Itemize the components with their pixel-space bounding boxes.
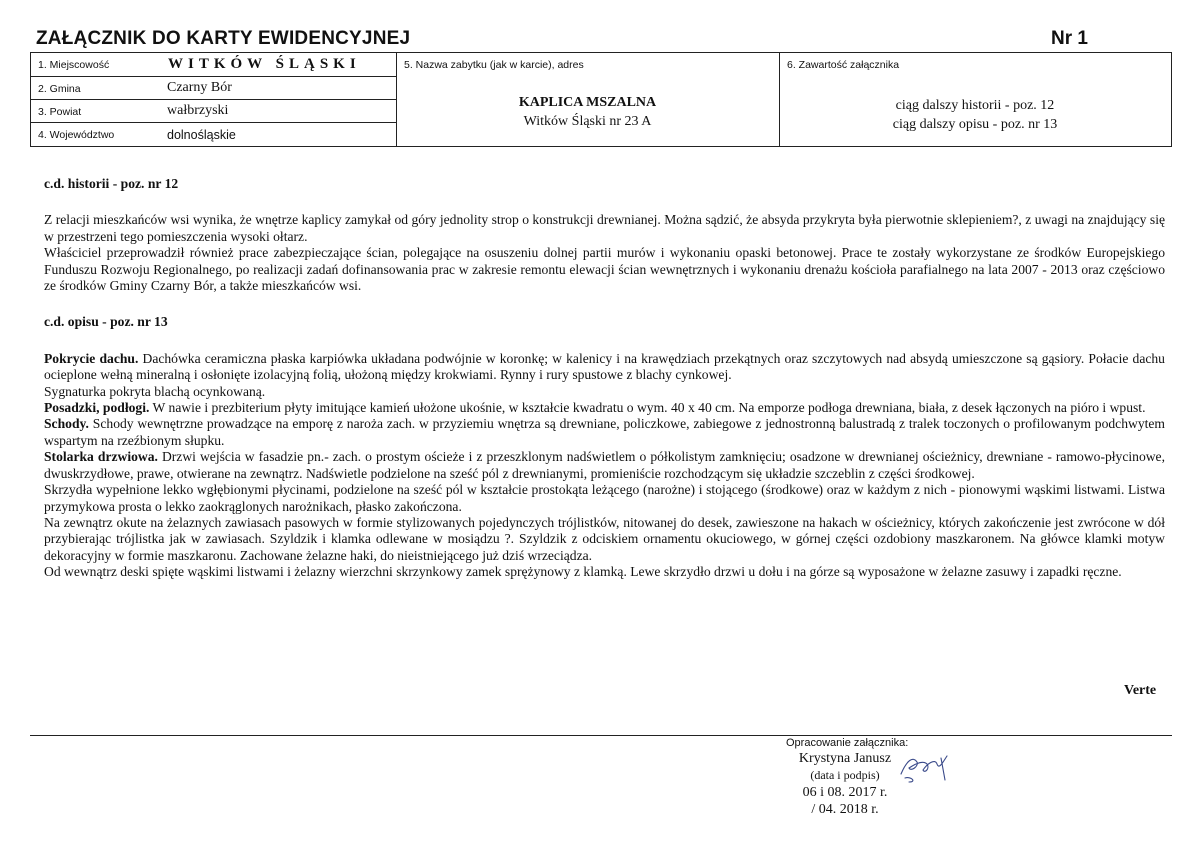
paragraph-wewnatrz: Od wewnątrz deski spięte wąskimi listwami i żelazny wierzchni skrzynkowy zamek sprężynowy z klamką. Lewe skrzydło drzwi u dołu i na górze są wyposażone w żelazne zasuwy i zapadki ręczne. bbox=[44, 564, 1122, 580]
wojewodztwo-value: dolnośląskie bbox=[167, 128, 236, 142]
verte-label: Verte bbox=[1124, 683, 1157, 698]
paragraph-schody bbox=[44, 416, 1165, 449]
nazwa-label: 5. Nazwa zabytku (jak w karcie), adres bbox=[404, 59, 584, 71]
zawartosc-block bbox=[779, 96, 1171, 134]
date-2: / 04. 2018 r. bbox=[811, 802, 879, 817]
schody-text: Schody wewnętrzne prowadzące na emporę z naroża zach. w przyziemiu wnętrza są drewniane, policzkowe, zabiegowe z jednostronną balustradą z tralek toczonych o profilowanym podchwytem wspartym na rzeźbionym słupku. bbox=[44, 416, 1165, 448]
zawartosc-label: 6. Zawartość załącznika bbox=[787, 59, 900, 71]
grid-row-line-2 bbox=[30, 99, 396, 100]
grid-row-line-3 bbox=[30, 122, 396, 123]
info-grid bbox=[30, 53, 1172, 147]
author-label: Opracowanie załącznika: bbox=[786, 737, 909, 749]
document-body bbox=[44, 176, 1165, 581]
powiat-label: 3. Powiat bbox=[38, 106, 82, 118]
signature-block bbox=[786, 750, 904, 818]
date-signature-note: (data i podpis) bbox=[810, 768, 880, 782]
paragraph-stolarka bbox=[44, 449, 1165, 482]
paragraph-sygnaturka: Sygnaturka pokryta blachą ocynkowaną. bbox=[44, 383, 266, 399]
pokrycie-dachu-lead: Pokrycie dachu. bbox=[44, 350, 139, 366]
paragraph-zewnatrz: Na zewnątrz okute na żelaznych zawiasach pasowych w formie stylizowanych pojedynczych trójlistków, nitowanej do desek, zawieszone na hakach w ościeżnicy, których zakończenie jest zwrócone w dół przybierając trójlistka jak w zawiasach. Szyldzik i klamka odlewane w mosiądzu ?. Szyldzik z odciskiem ornamentu okuciowego, w górnej części ozdobiony maszkaronem. Na główce klamki motyw dekoracyjny w formie maszkaronu. Zachowane żelazne haki, do nieistniejącego już dziś wrzeciądza. bbox=[44, 514, 1165, 563]
powiat-value: wałbrzyski bbox=[167, 103, 229, 118]
paragraph-pokrycie-dachu bbox=[44, 351, 1165, 384]
grid-row-line-1 bbox=[30, 76, 396, 77]
monument-name: KAPLICA MSZALNA bbox=[518, 95, 657, 110]
stolarka-lead: Stolarka drzwiowa. bbox=[44, 449, 158, 465]
document-header bbox=[36, 28, 1172, 52]
miejscowosc-label: 1. Miejscowość bbox=[38, 59, 110, 71]
author-name: Krystyna Janusz bbox=[798, 751, 892, 766]
zawartosc-line-1: ciąg dalszy historii - poz. 12 bbox=[895, 98, 1055, 113]
monument-name-block bbox=[396, 93, 779, 131]
pokrycie-dachu-text: Dachówka ceramiczna płaska karpiówka układana podwójnie w koronkę; w kalenicy i na krawędziach przekątnych oraz szczytowych nad absydą umieszczone są gąsiory. Połacie dachu ocieplone wełną mineralną i osłonięte izolacyjną folią, ułożoną między krokwiami. Rynny i rury spustowe z blachy cynkowej. bbox=[44, 350, 1165, 383]
wojewodztwo-label: 4. Województwo bbox=[38, 129, 115, 141]
miejscowosc-value: WITKÓW ŚLĄSKI bbox=[168, 56, 361, 72]
gmina-label: 2. Gmina bbox=[38, 83, 81, 95]
date-1: 06 i 08. 2017 r. bbox=[802, 785, 888, 800]
paragraph-posadzki bbox=[44, 400, 1165, 416]
monument-address: Witków Śląski nr 23 A bbox=[523, 114, 652, 129]
paragraph-skrzydla: Skrzydła wypełnione lekko wgłębionymi płycinami, podzielone na sześć pól w kształcie prostokąta leżącego (narożne) i stojącego (środkowe) oraz w każdym z nich - pionowymi wąskimi listwami. Listwa przymykowa prosta o lekko zaokrąglonych narożnikach, płasko zakończona. bbox=[44, 482, 1165, 514]
attachment-number: Nr 1 bbox=[1051, 28, 1088, 49]
posadzki-text: W nawie i prezbiterium płyty imitujące kamień ułożone ukośnie, w kształcie kwadratu o wym. 40 x 40 cm. Na emporze podłoga drewniana, biała, z desek łączonych na pióro i wpust. bbox=[149, 400, 1146, 416]
footer-divider bbox=[30, 735, 1172, 736]
zawartosc-line-2: ciąg dalszy opisu - poz. nr 13 bbox=[892, 117, 1058, 132]
historia-paragraph-1: Z relacji mieszkańców wsi wynika, że wnętrze kaplicy zamykał od góry jednolity strop o konstrukcji drewnianej. Można sądzić, że absyda przykryta była pierwotnie sklepieniem?, z uwagi na znajdujący się w przestrzeni tego pomieszczenia wysoki ołtarz. bbox=[44, 212, 1165, 244]
posadzki-lead: Posadzki, podłogi. bbox=[44, 400, 150, 416]
historia-paragraph-2: Właściciel przeprowadził również prace zabezpieczające ścian, polegające na osuszeniu dolnej partii murów i wykonaniu opaski betonowej. Prace te zostały wykorzystane ze środków Europejskiego Funduszu Rozwoju Regionalnego, po realizacji zadań dofinansowania prac w zakresie remontu elewacji ścian wewnętrznych i wykonaniu drenażu kościoła parafialnego na lata 2007 - 2013 oraz częściowo ze środków Gminy Czarny Bór, a także mieszkańców wsi. bbox=[44, 245, 1165, 294]
opis-heading: c.d. opisu - poz. nr 13 bbox=[44, 314, 168, 330]
historia-heading: c.d. historii - poz. nr 12 bbox=[44, 176, 179, 191]
grid-border-right bbox=[1171, 53, 1172, 146]
schody-lead: Schody. bbox=[44, 416, 89, 432]
handwritten-signature-icon bbox=[897, 752, 957, 784]
document-title: ZAŁĄCZNIK DO KARTY EWIDENCYJNEJ bbox=[36, 28, 411, 49]
stolarka-text: Drzwi wejścia w fasadzie pn.- zach. o prostym ościeże i z przeszklonym nadświetlem o półkolistym zamknięciu; osadzone w drewnianej ościeżnicy, drewniane - ramowo-płycinowe, dwuskrzydłowe, prawe, otwierane na zewnątrz. Nadświetle podzielone na sześć pól z drewnianymi, promieniście rozchodzącym się układzie szczeblin z części środkowej. bbox=[44, 449, 1165, 481]
gmina-value: Czarny Bór bbox=[167, 80, 232, 95]
